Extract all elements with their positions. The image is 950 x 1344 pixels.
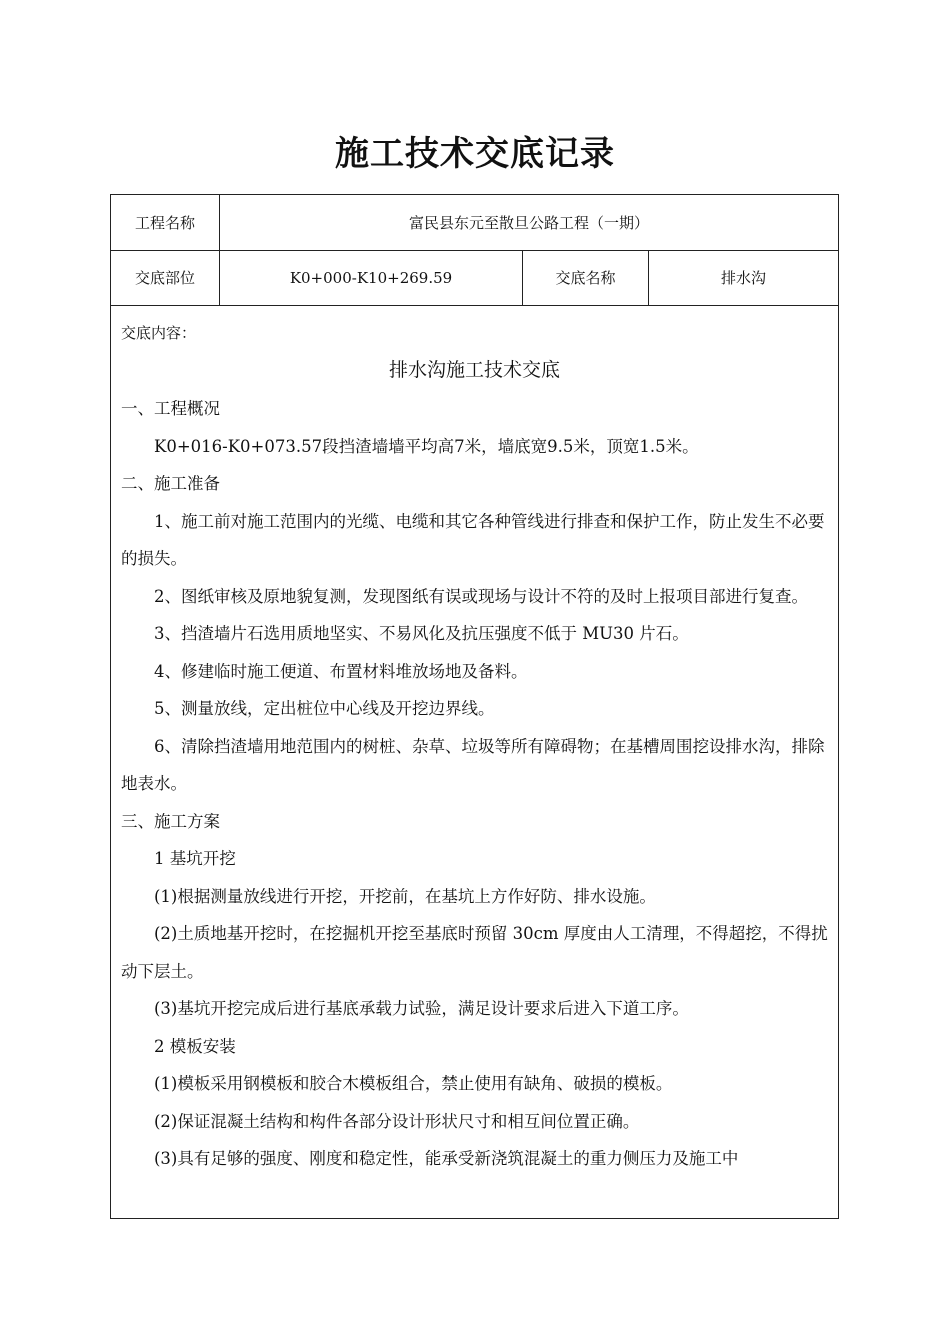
subsection-1-title: 1 基坑开挖 [154, 849, 236, 868]
section-1-text: K0+016-K0+073.57段挡渣墙墙平均高7米，墙底宽9.5米，顶宽1.5米。 [154, 436, 699, 456]
prep-item-1: 1、施工前对施工范围内的光缆、电缆和其它各种管线进行排查和保护工作，防止发生不必要的损失。 [121, 511, 825, 568]
subsection-1-item-1: (1)根据测量放线进行开挖，开挖前，在基坑上方作好防、排水设施。 [154, 886, 656, 906]
section-1-title: 一、工程概况 [121, 399, 220, 418]
subsection-2-item-3: (3)具有足够的强度、刚度和稳定性，能承受新浇筑混凝土的重力侧压力及施工中 [154, 1149, 739, 1168]
location-value: K0+000-K10+269.59 [220, 250, 523, 305]
subsection-1-item-2: (2)土质地基开挖时，在挖掘机开挖至基底时预留 30cm 厚度由人工清理，不得超挖，不得扰动下层土。 [121, 924, 828, 981]
subsection-2-item-2: (2)保证混凝土结构和构件各部分设计形状尺寸和相互间位置正确。 [154, 1111, 640, 1131]
content-subtitle: 排水沟施工技术交底 [388, 359, 560, 381]
prep-item-6: 6、清除挡渣墙用地范围内的树桩、杂草、垃圾等所有障碍物；在基槽周围挖设排水沟，排除地表水。 [121, 736, 825, 793]
content-label: 交底内容： [121, 324, 197, 342]
disclosure-content [111, 306, 838, 1178]
subject-label: 交底名称 [523, 250, 649, 305]
subsection-2-title: 2 模板安装 [154, 1036, 236, 1056]
prep-item-3: 3、挡渣墙片石选用质地坚实、不易风化及抗压强度不低于 MU30 片石。 [154, 624, 689, 643]
prep-item-2: 2、图纸审核及原地貌复测，发现图纸有误或现场与设计不符的及时上报项目部进行复查。 [154, 586, 808, 606]
location-row [111, 250, 838, 306]
prep-item-4: 4、修建临时施工便道、布置材料堆放场地及备料。 [154, 661, 528, 681]
prep-item-5: 5、测量放线，定出桩位中心线及开挖边界线。 [154, 699, 495, 718]
location-label: 交底部位 [111, 250, 220, 305]
section-2-title: 二、施工准备 [121, 474, 220, 493]
subject-value: 排水沟 [720, 269, 766, 287]
subsection-2-item-1: (1)模板采用钢模板和胶合木模板组合，禁止使用有缺角、破损的模板。 [154, 1074, 673, 1093]
project-name-value: 富民县东元至散旦公路工程（一期） [408, 214, 649, 232]
subsection-1-item-3: (3)基坑开挖完成后进行基底承载力试验，满足设计要求后进入下道工序。 [154, 999, 689, 1018]
record-table [110, 194, 839, 1219]
section-3-title: 三、施工方案 [121, 811, 220, 831]
document-title: 施工技术交底记录 [335, 134, 615, 174]
project-name-label: 工程名称 [111, 195, 220, 250]
project-row [111, 195, 838, 251]
